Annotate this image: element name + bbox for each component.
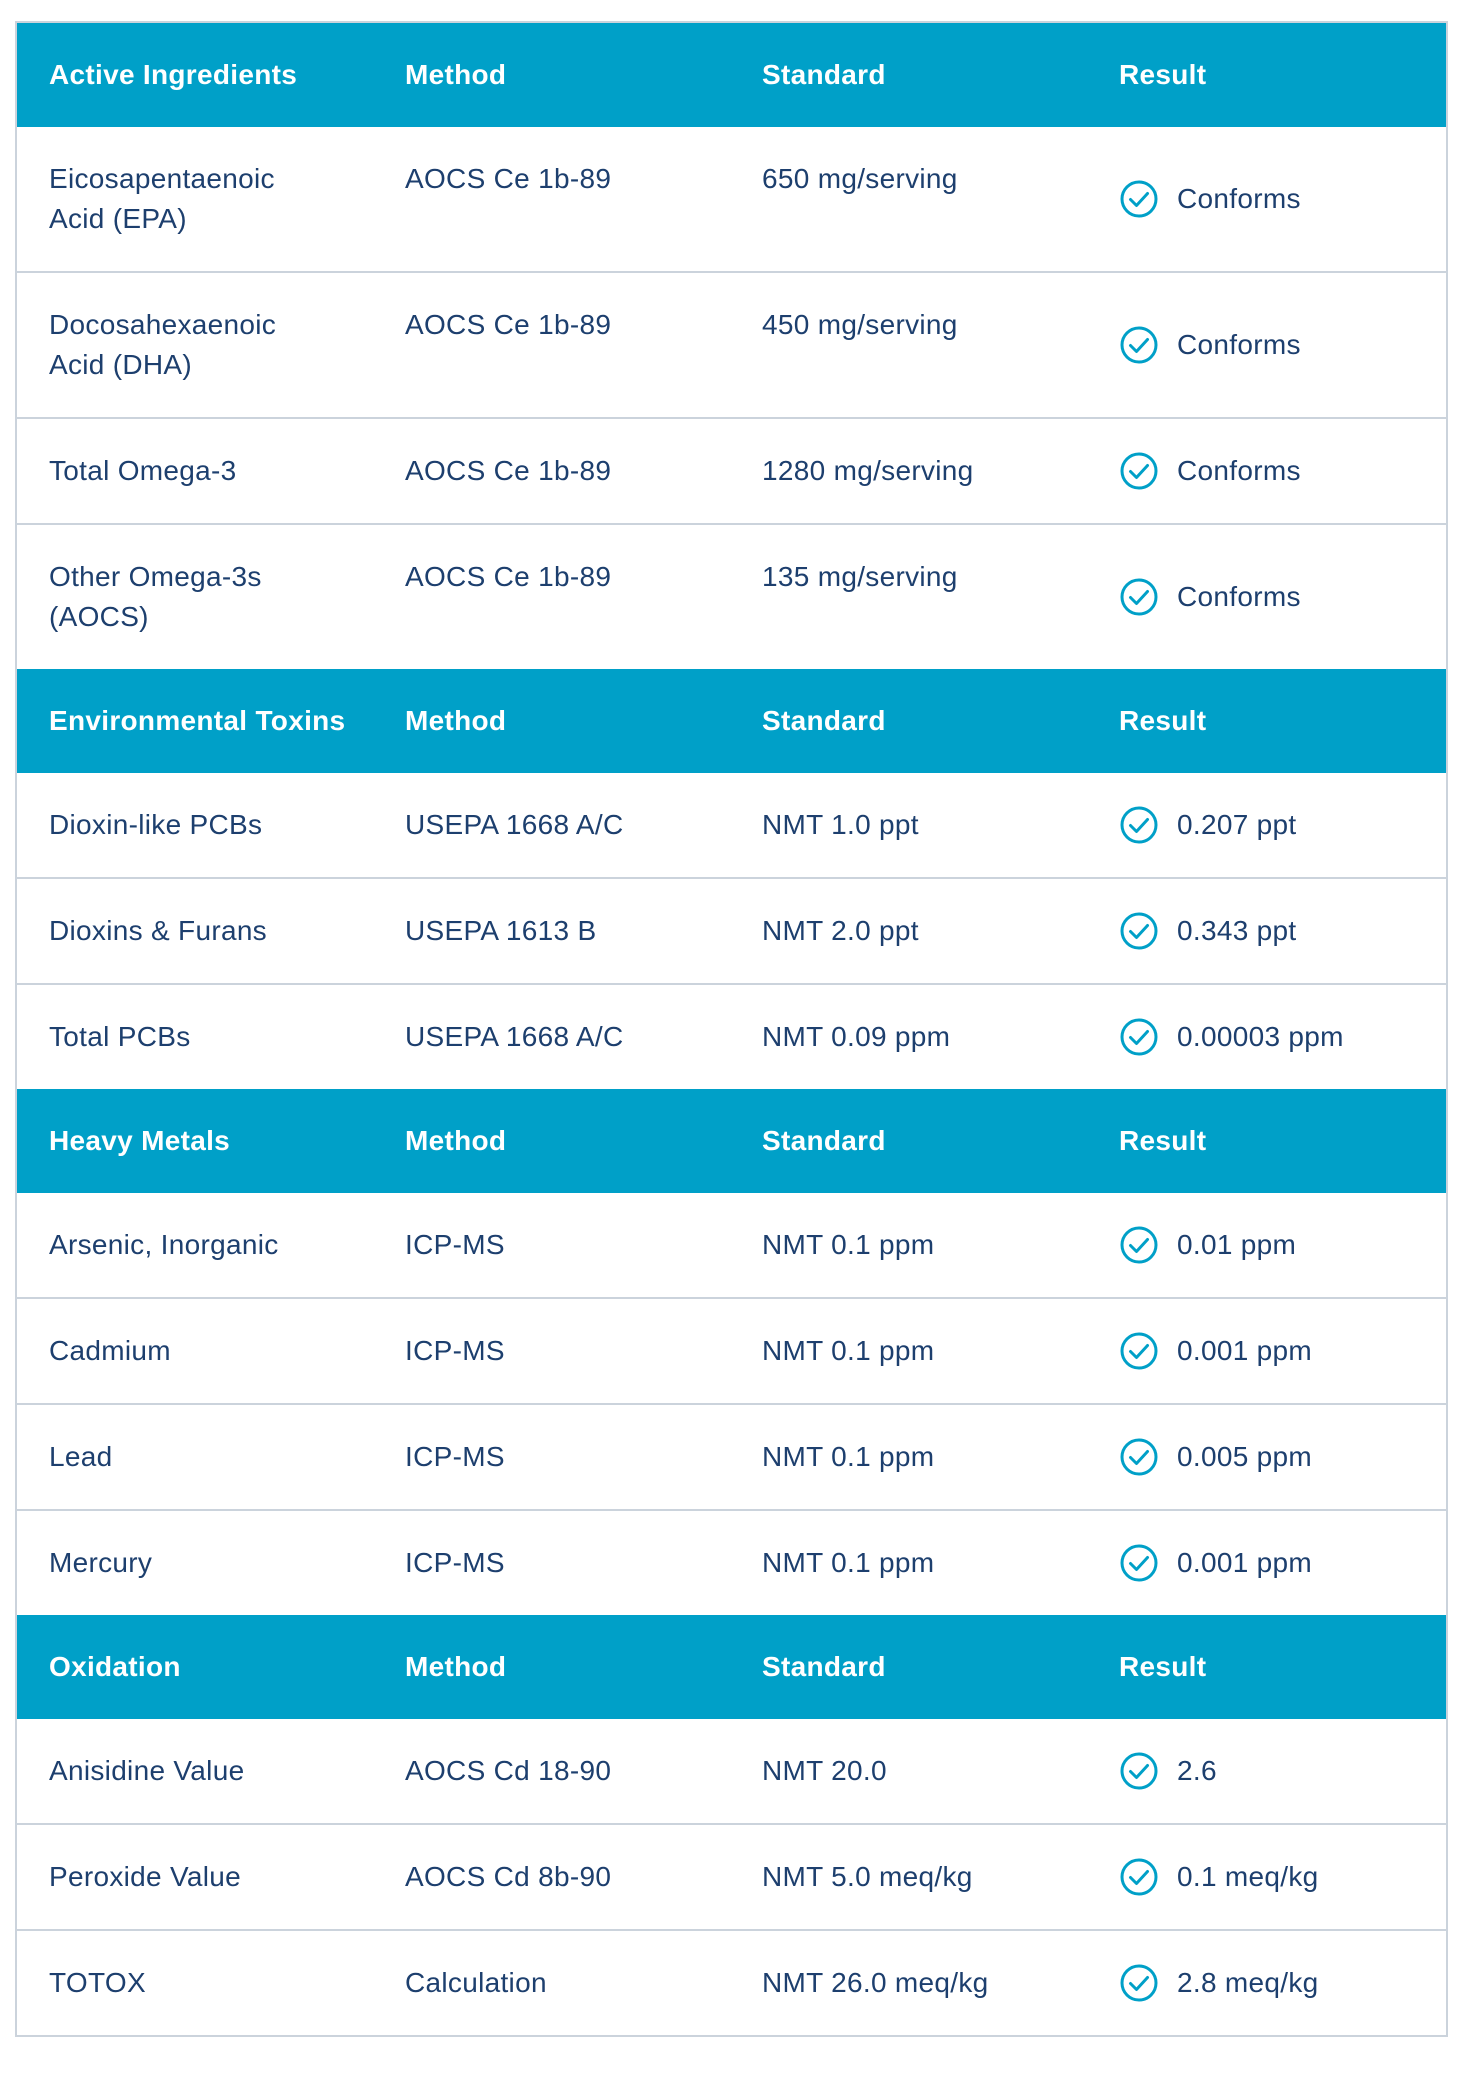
table-row (16, 272, 1447, 418)
result-value: 0.001 ppm (1177, 1547, 1313, 1578)
test-method: AOCS Ce 1b-89 (373, 418, 730, 524)
section-title: Heavy Metals (16, 1089, 373, 1193)
table-row (16, 984, 1447, 1089)
check-circle-icon (1119, 1437, 1159, 1477)
method-column-header: Method (373, 1615, 730, 1719)
result-wrapper (1119, 805, 1446, 845)
test-result (1087, 1404, 1447, 1510)
test-standard: 450 mg/serving (730, 272, 1087, 418)
result-wrapper (1119, 1751, 1446, 1791)
test-name: Lead (16, 1404, 373, 1510)
test-name: Other Omega-3s (AOCS) (16, 524, 373, 669)
test-method: ICP-MS (405, 1229, 505, 1260)
test-standard: NMT 1.0 ppt (762, 809, 919, 840)
test-standard: 650 mg/serving (762, 163, 958, 194)
result-value: 0.343 ppt (1177, 915, 1297, 946)
check-circle-icon (1119, 451, 1159, 491)
test-result (1087, 272, 1447, 418)
section-header-row (16, 669, 1447, 773)
test-standard: 135 mg/serving (730, 524, 1087, 669)
result-column-header: Result (1087, 1089, 1447, 1193)
table-row (16, 418, 1447, 524)
test-method: USEPA 1613 B (373, 878, 730, 984)
test-name: Arsenic, Inorganic (49, 1229, 279, 1260)
standard-column-header: Standard (730, 22, 1087, 127)
table-row (16, 773, 1447, 878)
test-standard: NMT 26.0 meq/kg (730, 1930, 1087, 2036)
result-wrapper (1119, 1437, 1446, 1477)
test-method: AOCS Ce 1b-89 (405, 163, 612, 194)
test-result (1087, 773, 1447, 878)
table-row (16, 1298, 1447, 1404)
result-wrapper (1119, 451, 1446, 491)
result-column-header: Result (1087, 1615, 1447, 1719)
check-circle-icon (1119, 1751, 1159, 1791)
test-method: ICP-MS (373, 1510, 730, 1615)
test-standard: NMT 0.1 ppm (730, 1510, 1087, 1615)
result-value: 2.6 (1177, 1755, 1217, 1786)
test-results-table-container (15, 21, 1446, 2037)
result-value: 0.00003 ppm (1177, 1021, 1344, 1052)
test-name: Peroxide Value (16, 1824, 373, 1930)
result-value: Conforms (1177, 183, 1301, 214)
test-name: Dioxin-like PCBs (49, 809, 263, 840)
test-standard: NMT 20.0 (762, 1755, 887, 1786)
test-result (1087, 524, 1447, 669)
check-circle-icon (1119, 1225, 1159, 1265)
test-result (1087, 878, 1447, 984)
result-value: Conforms (1177, 329, 1301, 360)
result-wrapper (1119, 1331, 1446, 1371)
test-standard: NMT 2.0 ppt (730, 878, 1087, 984)
test-name: Eicosapentaenoic Acid (EPA) (49, 163, 275, 234)
test-name: Cadmium (16, 1298, 373, 1404)
test-standard: 1280 mg/serving (730, 418, 1087, 524)
section-title: Environmental Toxins (16, 669, 373, 773)
test-name: Total Omega-3 (16, 418, 373, 524)
check-circle-icon (1119, 1331, 1159, 1371)
result-value: 0.207 ppt (1177, 809, 1297, 840)
result-wrapper (1119, 179, 1446, 219)
standard-column-header: Standard (730, 669, 1087, 773)
result-wrapper (1119, 1017, 1446, 1057)
test-method: AOCS Ce 1b-89 (373, 272, 730, 418)
test-result (1087, 984, 1447, 1089)
test-name: TOTOX (16, 1930, 373, 2036)
test-method: USEPA 1668 A/C (373, 984, 730, 1089)
result-column-header: Result (1087, 669, 1447, 773)
test-result (1087, 1193, 1447, 1298)
test-results-table (15, 21, 1448, 2037)
test-result (1087, 418, 1447, 524)
test-result (1087, 1510, 1447, 1615)
test-standard: NMT 5.0 meq/kg (730, 1824, 1087, 1930)
test-method: ICP-MS (373, 1298, 730, 1404)
table-row (16, 1404, 1447, 1510)
standard-column-header: Standard (730, 1615, 1087, 1719)
test-standard: NMT 0.1 ppm (730, 1298, 1087, 1404)
test-result (1087, 1824, 1447, 1930)
table-row (16, 1193, 1447, 1298)
table-row (16, 878, 1447, 984)
section-title: Oxidation (16, 1615, 373, 1719)
result-column-header: Result (1087, 22, 1447, 127)
standard-column-header: Standard (730, 1089, 1087, 1193)
check-circle-icon (1119, 1857, 1159, 1897)
table-row (16, 1719, 1447, 1824)
check-circle-icon (1119, 577, 1159, 617)
test-result (1087, 1719, 1447, 1824)
result-value: 0.01 ppm (1177, 1229, 1297, 1260)
table-row (16, 1510, 1447, 1615)
result-value: 0.1 meq/kg (1177, 1861, 1319, 1892)
test-method: AOCS Cd 8b-90 (373, 1824, 730, 1930)
table-row (16, 1824, 1447, 1930)
result-wrapper (1119, 1857, 1446, 1897)
check-circle-icon (1119, 805, 1159, 845)
test-result (1087, 1298, 1447, 1404)
result-value: 2.8 meq/kg (1177, 1967, 1319, 1998)
test-name: Mercury (16, 1510, 373, 1615)
test-name: Anisidine Value (49, 1755, 245, 1786)
result-value: Conforms (1177, 455, 1301, 486)
section-header-row (16, 1615, 1447, 1719)
section-title: Active Ingredients (16, 22, 373, 127)
section-header-row (16, 1089, 1447, 1193)
result-value: 0.005 ppm (1177, 1441, 1313, 1472)
test-method: AOCS Cd 18-90 (405, 1755, 612, 1786)
check-circle-icon (1119, 1543, 1159, 1583)
test-result (1087, 1930, 1447, 2036)
check-circle-icon (1119, 911, 1159, 951)
test-method: USEPA 1668 A/C (405, 809, 624, 840)
check-circle-icon (1119, 179, 1159, 219)
table-row (16, 127, 1447, 272)
table-row (16, 524, 1447, 669)
result-wrapper (1119, 325, 1446, 365)
test-result (1087, 127, 1447, 272)
test-standard: NMT 0.09 ppm (730, 984, 1087, 1089)
test-name: Docosahexaenoic Acid (DHA) (16, 272, 373, 418)
check-circle-icon (1119, 1963, 1159, 2003)
check-circle-icon (1119, 325, 1159, 365)
test-standard: NMT 0.1 ppm (762, 1229, 935, 1260)
result-wrapper (1119, 1225, 1446, 1265)
test-standard: NMT 0.1 ppm (730, 1404, 1087, 1510)
section-header-row (16, 22, 1447, 127)
result-value: 0.001 ppm (1177, 1335, 1313, 1366)
result-wrapper (1119, 577, 1446, 617)
test-method: AOCS Ce 1b-89 (373, 524, 730, 669)
method-column-header: Method (373, 22, 730, 127)
result-wrapper (1119, 911, 1446, 951)
table-row (16, 1930, 1447, 2036)
test-name: Dioxins & Furans (16, 878, 373, 984)
result-wrapper (1119, 1543, 1446, 1583)
check-circle-icon (1119, 1017, 1159, 1057)
result-value: Conforms (1177, 581, 1301, 612)
test-method: ICP-MS (373, 1404, 730, 1510)
method-column-header: Method (373, 669, 730, 773)
result-wrapper (1119, 1963, 1446, 2003)
test-name: Total PCBs (16, 984, 373, 1089)
method-column-header: Method (373, 1089, 730, 1193)
test-method: Calculation (373, 1930, 730, 2036)
